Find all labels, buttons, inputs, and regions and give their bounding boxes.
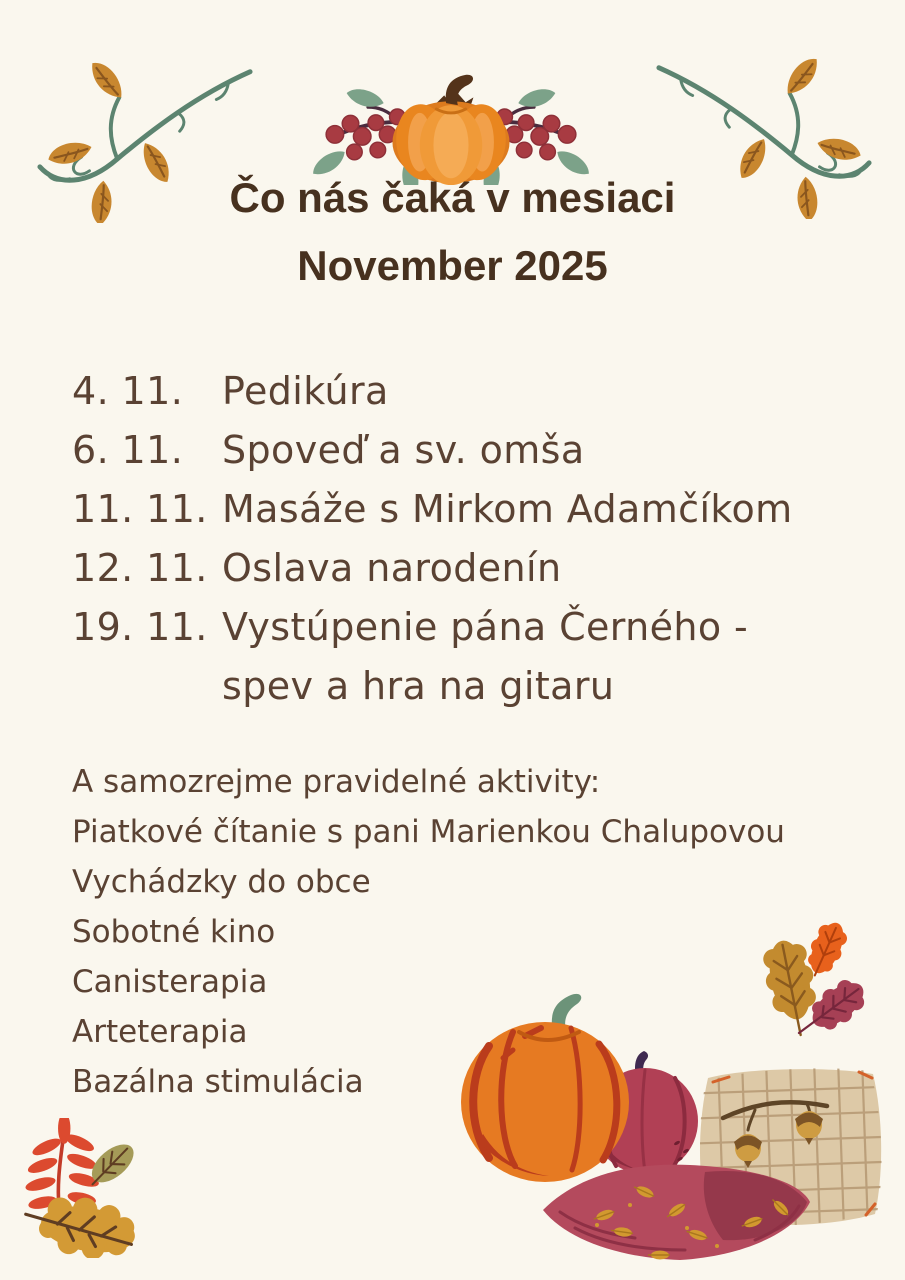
schedule-activity-continuation: spev a hra na gitaru (222, 664, 615, 708)
autumn-scene-illustration (455, 910, 905, 1280)
schedule-row (72, 480, 885, 539)
schedule-activity: Vystúpenie pána Černého - (222, 605, 749, 649)
schedule-row-continuation (72, 657, 885, 716)
title-line-1: Čo nás čaká v mesiaci (229, 174, 676, 221)
schedule-activity: Spoveď a sv. omša (222, 428, 585, 472)
schedule-date: 11. 11. (72, 487, 208, 531)
schedule-date: 19. 11. (72, 605, 208, 649)
regular-activity-item: Canisterapia (72, 964, 268, 1000)
regular-activity-item: Sobotné kino (72, 914, 276, 950)
schedule-date: 4. 11. (72, 369, 184, 413)
schedule-date: 12. 11. (72, 546, 208, 590)
schedule-date: 6. 11. (72, 428, 184, 472)
schedule-activity: Masáže s Mirkom Adamčíkom (222, 487, 793, 531)
orange-pumpkin (461, 994, 629, 1182)
regular-activity-item: Vychádzky do obce (72, 864, 371, 900)
maroon-blanket (543, 1165, 810, 1260)
schedule-row (72, 598, 885, 657)
page-title (0, 164, 905, 300)
schedule-row (72, 539, 885, 598)
schedule-row (72, 362, 885, 421)
schedule-list (72, 362, 885, 716)
regular-activity-item: Arteterapia (72, 1014, 248, 1050)
autumn-leaves-cluster-illustration (24, 1118, 154, 1258)
regular-activity-item: Piatkové čítanie s pani Marienkou Chalupovou (72, 814, 785, 850)
regular-activities-heading: A samozrejme pravidelné aktivity: (72, 764, 601, 800)
schedule-activity: Oslava narodenín (222, 546, 562, 590)
schedule-row (72, 421, 885, 480)
schedule-activity: Pedikúra (222, 369, 389, 413)
regular-activity-item: Bazálna stimulácia (72, 1064, 364, 1100)
title-line-2: November 2025 (297, 242, 608, 289)
schedule-date-spacer (72, 657, 222, 716)
